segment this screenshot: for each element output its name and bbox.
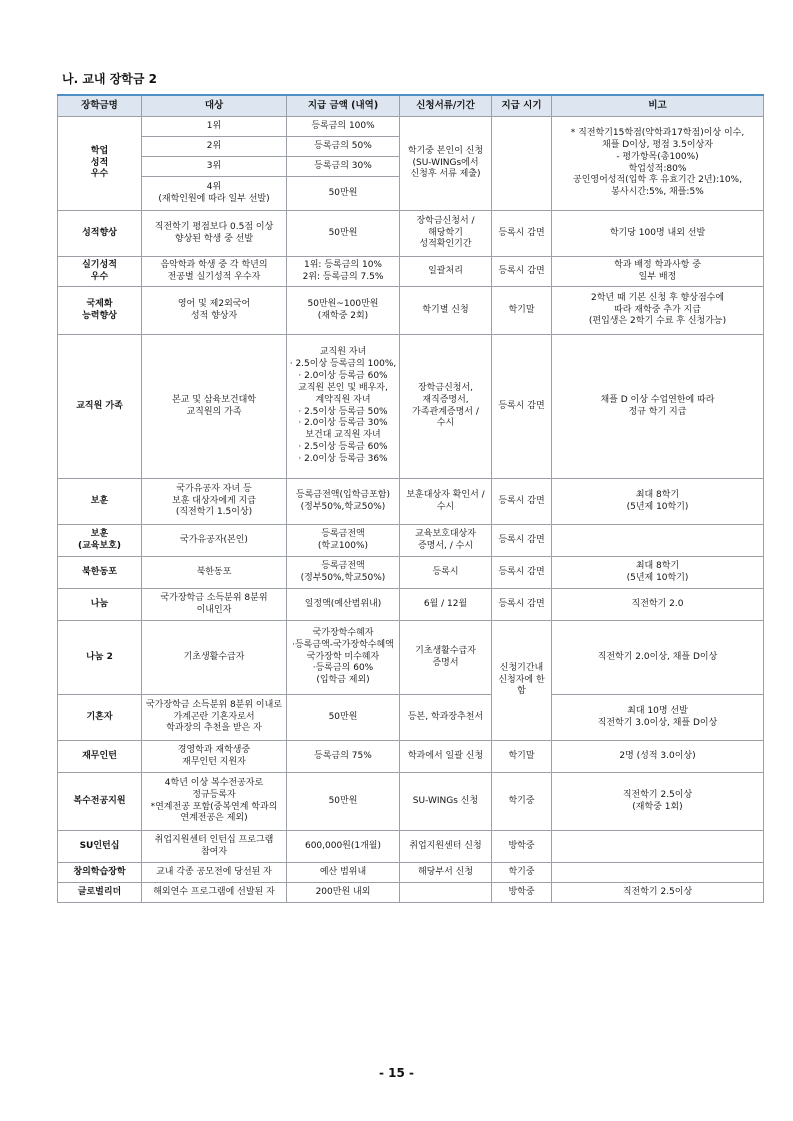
target-cell: 해외연수 프로그램에 선발된 자 bbox=[142, 883, 287, 903]
table-row bbox=[58, 621, 764, 695]
target-cell: 국가유공자 자녀 등 보훈 대상자에게 지급 (직전학기 1.5이상) bbox=[142, 479, 287, 525]
scholarship-name: 기혼자 bbox=[58, 695, 142, 741]
amount-cell: 등록금전액(입학금포함) (정부50%,학교50%) bbox=[287, 479, 400, 525]
target-cell: 경영학과 재학생중 재무인턴 지원자 bbox=[142, 741, 287, 773]
table-header-row bbox=[58, 95, 764, 117]
note-cell: 직전학기 2.5이상 bbox=[552, 883, 764, 903]
note-cell: * 직전학기15학점(약학과17학점)이상 이수, 채플 D이상, 평점 3.5이상자 - 평가항목(총100%) 학업성적:80% 공인영어성적(입학 후 유효기간 2년):10%, 봉사시간:5%, 채플:5% bbox=[552, 117, 764, 211]
note-cell: 2학년 때 기본 신청 후 향상점수에 따라 재학중 추가 지급 (편입생은 2학기 수료 후 신청가능) bbox=[552, 287, 764, 335]
timing-cell: 학기중 bbox=[492, 773, 552, 831]
amount-cell: 200만원 내외 bbox=[287, 883, 400, 903]
docs-cell: 해당부서 신청 bbox=[400, 863, 492, 883]
timing-cell: 방학중 bbox=[492, 883, 552, 903]
target-cell: 국가장학금 소득분위 8분위 이내로 가계곤란 기혼자로서 학과장의 추천을 받은 자 bbox=[142, 695, 287, 741]
table-row bbox=[58, 773, 764, 831]
amount-cell: 600,000원(1개월) bbox=[287, 831, 400, 863]
scholarship-table bbox=[57, 94, 764, 903]
note-cell: 직전학기 2.0이상, 채플 D이상 bbox=[552, 621, 764, 695]
table-row bbox=[58, 525, 764, 557]
target-cell: 영어 및 제2외국어 성적 향상자 bbox=[142, 287, 287, 335]
timing-cell: 방학중 bbox=[492, 831, 552, 863]
target-cell: 1위 bbox=[142, 117, 287, 137]
table-row bbox=[58, 257, 764, 287]
amount-cell: 50만원 bbox=[287, 695, 400, 741]
docs-cell bbox=[400, 883, 492, 903]
timing-cell: 학기말 bbox=[492, 741, 552, 773]
table-row bbox=[58, 335, 764, 479]
note-cell: 직전학기 2.5이상 (재학중 1회) bbox=[552, 773, 764, 831]
table-row bbox=[58, 831, 764, 863]
table-row bbox=[58, 211, 764, 257]
scholarship-name: 북한동포 bbox=[58, 557, 142, 589]
target-cell: 국가장학금 소득분위 8분위 이내인자 bbox=[142, 589, 287, 621]
amount-cell: 등록금전액 (학교100%) bbox=[287, 525, 400, 557]
scholarship-name: 나눔 bbox=[58, 589, 142, 621]
scholarship-name: 교직원 가족 bbox=[58, 335, 142, 479]
timing-cell: 등록시 감면 bbox=[492, 525, 552, 557]
scholarship-name: 학업 성적 우수 bbox=[58, 117, 142, 211]
timing-cell: 등록시 감면 bbox=[492, 211, 552, 257]
table-row bbox=[58, 883, 764, 903]
docs-cell: 학기중 본인이 신청 (SU-WINGs에서 신청후 서류 제출) bbox=[400, 117, 492, 211]
note-cell bbox=[552, 863, 764, 883]
target-cell: 취업지원센터 인턴십 프로그램 참여자 bbox=[142, 831, 287, 863]
note-cell: 학과 배정 학과사항 중 일부 배정 bbox=[552, 257, 764, 287]
scholarship-name: 국제화 능력향상 bbox=[58, 287, 142, 335]
note-cell: 최대 10명 선발 직전학기 3.0이상, 채플 D이상 bbox=[552, 695, 764, 741]
amount-cell: 50만원~100만원 (재학중 2회) bbox=[287, 287, 400, 335]
timing-cell: 등록시 감면 bbox=[492, 335, 552, 479]
note-cell: 최대 8학기 (5년제 10학기) bbox=[552, 557, 764, 589]
target-cell: 본교 및 삼육보건대학 교직원의 가족 bbox=[142, 335, 287, 479]
table-row bbox=[58, 479, 764, 525]
amount-cell: 예산 범위내 bbox=[287, 863, 400, 883]
docs-cell: 보훈대상자 확인서 / 수시 bbox=[400, 479, 492, 525]
amount-cell: 일정액(예산범위내) bbox=[287, 589, 400, 621]
docs-cell: 학기별 신청 bbox=[400, 287, 492, 335]
scholarship-name: 글로벌리더 bbox=[58, 883, 142, 903]
amount-cell: 50만원 bbox=[287, 773, 400, 831]
table-row bbox=[58, 695, 764, 741]
page-number: - 15 - bbox=[378, 1066, 414, 1080]
table-row bbox=[58, 863, 764, 883]
header-amount: 지급 금액 (내역) bbox=[287, 95, 400, 117]
target-cell: 교내 각종 공모전에 당선된 자 bbox=[142, 863, 287, 883]
table-row bbox=[58, 589, 764, 621]
note-cell: 2명 (성적 3.0이상) bbox=[552, 741, 764, 773]
timing-cell: 등록시 감면 bbox=[492, 257, 552, 287]
docs-cell: 장학금신청서, 재직증명서, 가족관계증명서 / 수시 bbox=[400, 335, 492, 479]
note-cell bbox=[552, 525, 764, 557]
scholarship-name: 보훈 (교육보호) bbox=[58, 525, 142, 557]
note-cell: 직전학기 2.0 bbox=[552, 589, 764, 621]
note-cell: 최대 8학기 (5년제 10학기) bbox=[552, 479, 764, 525]
scholarship-name: 창의학습장학 bbox=[58, 863, 142, 883]
target-cell: 4위 (재학인원에 따라 일부 선발) bbox=[142, 177, 287, 211]
timing-cell: 등록시 감면 bbox=[492, 479, 552, 525]
timing-cell: 신청기간내 신청자에 한함 bbox=[492, 621, 552, 741]
target-cell: 북한동포 bbox=[142, 557, 287, 589]
header-note: 비고 bbox=[552, 95, 764, 117]
docs-cell: 등록시 bbox=[400, 557, 492, 589]
scholarship-name: 복수전공지원 bbox=[58, 773, 142, 831]
timing-cell: 등록시 감면 bbox=[492, 589, 552, 621]
header-name: 장학금명 bbox=[58, 95, 142, 117]
amount-cell: 국가장학수혜자 ·등록금액-국가장학수혜액 국가장학 미수혜자 ·등록금의 60% (입학금 제외) bbox=[287, 621, 400, 695]
docs-cell: 학과에서 일괄 신청 bbox=[400, 741, 492, 773]
scholarship-name: 실기성적 우수 bbox=[58, 257, 142, 287]
docs-cell: 등본, 학과장추천서 bbox=[400, 695, 492, 741]
amount-cell: 등록금전액 (정부50%,학교50%) bbox=[287, 557, 400, 589]
target-cell: 직전학기 평점보다 0.5점 이상 향상된 학생 중 선발 bbox=[142, 211, 287, 257]
docs-cell: SU-WINGs 신청 bbox=[400, 773, 492, 831]
docs-cell: 6월 / 12월 bbox=[400, 589, 492, 621]
amount-cell: 50만원 bbox=[287, 177, 400, 211]
docs-cell: 기초생활수급자 증명서 bbox=[400, 621, 492, 695]
target-cell: 음악학과 학생 중 각 학년의 전공별 실기성적 우수자 bbox=[142, 257, 287, 287]
amount-cell: 등록금의 75% bbox=[287, 741, 400, 773]
scholarship-name: 성적향상 bbox=[58, 211, 142, 257]
docs-cell: 취업지원센터 신청 bbox=[400, 831, 492, 863]
timing-cell: 학기말 bbox=[492, 287, 552, 335]
note-cell: 채플 D 이상 수업연한에 따라 정규 학기 지급 bbox=[552, 335, 764, 479]
target-cell: 국가유공자(본인) bbox=[142, 525, 287, 557]
target-cell: 2위 bbox=[142, 137, 287, 157]
note-cell bbox=[552, 831, 764, 863]
timing-cell bbox=[492, 117, 552, 211]
amount-cell: 교직원 자녀 · 2.5이상 등록금의 100%, · 2.0이상 등록금 60% 교직원 본인 및 배우자, 계약직원 자녀 · 2.5이상 등록금 50% · 2.0이상 등록금 30% 보건대 교직원 자녀 · 2.5이상 등록금 60% · 2.0이상 등록금 36% bbox=[287, 335, 400, 479]
docs-cell: 장학금신청서 / 해당학기 성적확인기간 bbox=[400, 211, 492, 257]
table-row bbox=[58, 287, 764, 335]
note-cell: 학기당 100명 내외 선발 bbox=[552, 211, 764, 257]
timing-cell: 등록시 감면 bbox=[492, 557, 552, 589]
header-target: 대상 bbox=[142, 95, 287, 117]
table-row bbox=[58, 117, 764, 137]
amount-cell: 등록금의 100% bbox=[287, 117, 400, 137]
scholarship-name: SU인턴십 bbox=[58, 831, 142, 863]
docs-cell: 교육보호대상자 증명서, / 수시 bbox=[400, 525, 492, 557]
section-title: 나. 교내 장학금 2 bbox=[62, 72, 157, 86]
target-cell: 기초생활수급자 bbox=[142, 621, 287, 695]
target-cell: 4학년 이상 복수전공자로 정규등록자 *연계전공 포함(중복연계 학과의 연계전공은 제외) bbox=[142, 773, 287, 831]
header-docs: 신청서류/기간 bbox=[400, 95, 492, 117]
table-row bbox=[58, 557, 764, 589]
header-timing: 지급 시기 bbox=[492, 95, 552, 117]
scholarship-name: 재무인턴 bbox=[58, 741, 142, 773]
amount-cell: 1위: 등록금의 10% 2위: 등록금의 7.5% bbox=[287, 257, 400, 287]
amount-cell: 등록금의 50% bbox=[287, 137, 400, 157]
timing-cell: 학기중 bbox=[492, 863, 552, 883]
table-row bbox=[58, 741, 764, 773]
scholarship-name: 나눔 2 bbox=[58, 621, 142, 695]
scholarship-name: 보훈 bbox=[58, 479, 142, 525]
target-cell: 3위 bbox=[142, 157, 287, 177]
docs-cell: 일괄처리 bbox=[400, 257, 492, 287]
amount-cell: 50만원 bbox=[287, 211, 400, 257]
amount-cell: 등록금의 30% bbox=[287, 157, 400, 177]
